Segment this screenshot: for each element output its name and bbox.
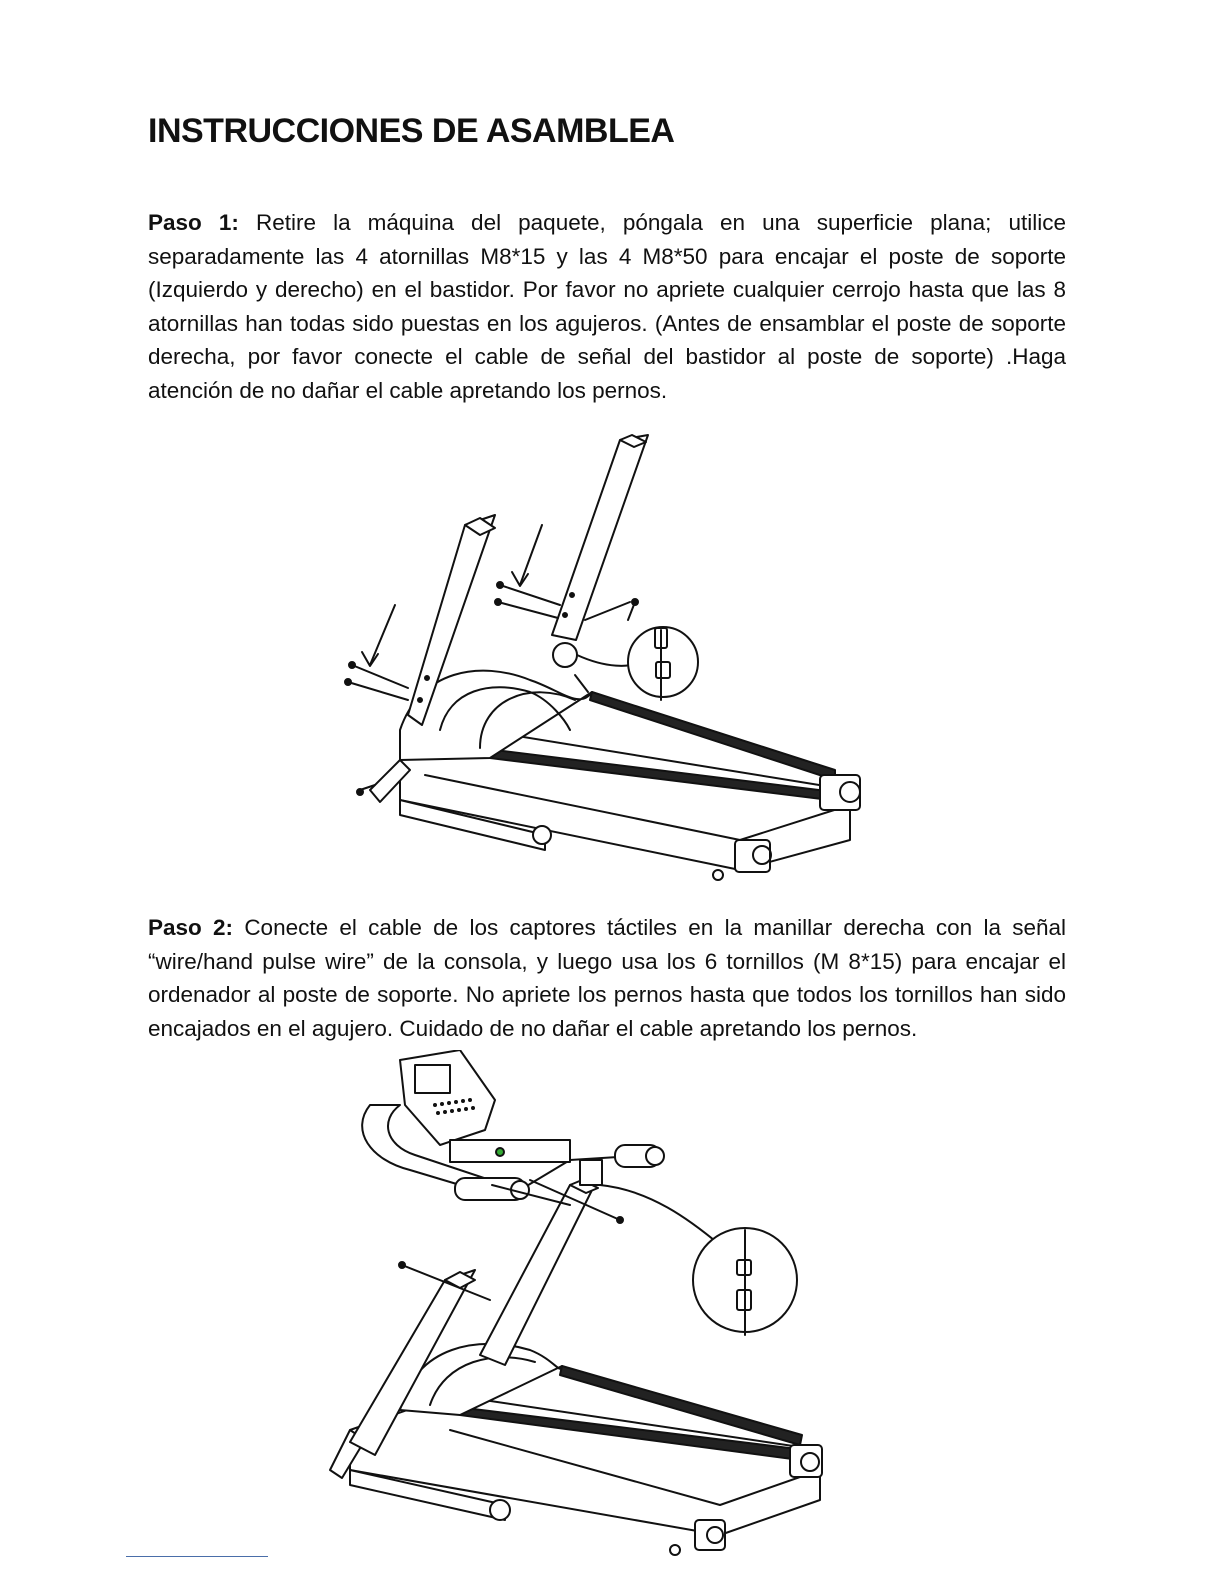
page-title: INSTRUCCIONES DE ASAMBLEA [148,112,675,150]
step-1-label: Paso 1: [148,210,239,235]
step-2-illustration [320,1050,830,1560]
step-2-paragraph [148,911,1066,1045]
footnote-separator [126,1556,268,1557]
step-1-text: Retire la máquina del paquete, póngala en una superficie plana; utilice separadamente las 4 atornillas M8*15 y las 4 M8*50 para encajar el poste de soporte (Izquierdo y derecho) en el bastidor. Por favor no apriete cualquier cerrojo hasta que las 8 atornillas han todas sido puestas en los agujeros. (Antes de ensamblar el poste de soporte derecha, por favor conecte el cable de señal del bastidor al poste de soporte) .Haga atención de no dañar el cable apretando los pernos. [148,210,1066,403]
step-1-paragraph [148,206,1066,407]
step-2-text: Conecte el cable de los captores táctiles en la manillar derecha con la señal “wire/hand pulse wire” de la consola, y luego usa los 6 tornillos (M 8*15) para encajar el ordenador al poste de soporte. No apriete los pernos hasta que todos los tornillos han sido encajados en el agujero. Cuidado de no dañar el cable apretando los pernos. [148,915,1066,1041]
step-2-label: Paso 2: [148,915,234,940]
step-1-illustration [330,430,880,885]
